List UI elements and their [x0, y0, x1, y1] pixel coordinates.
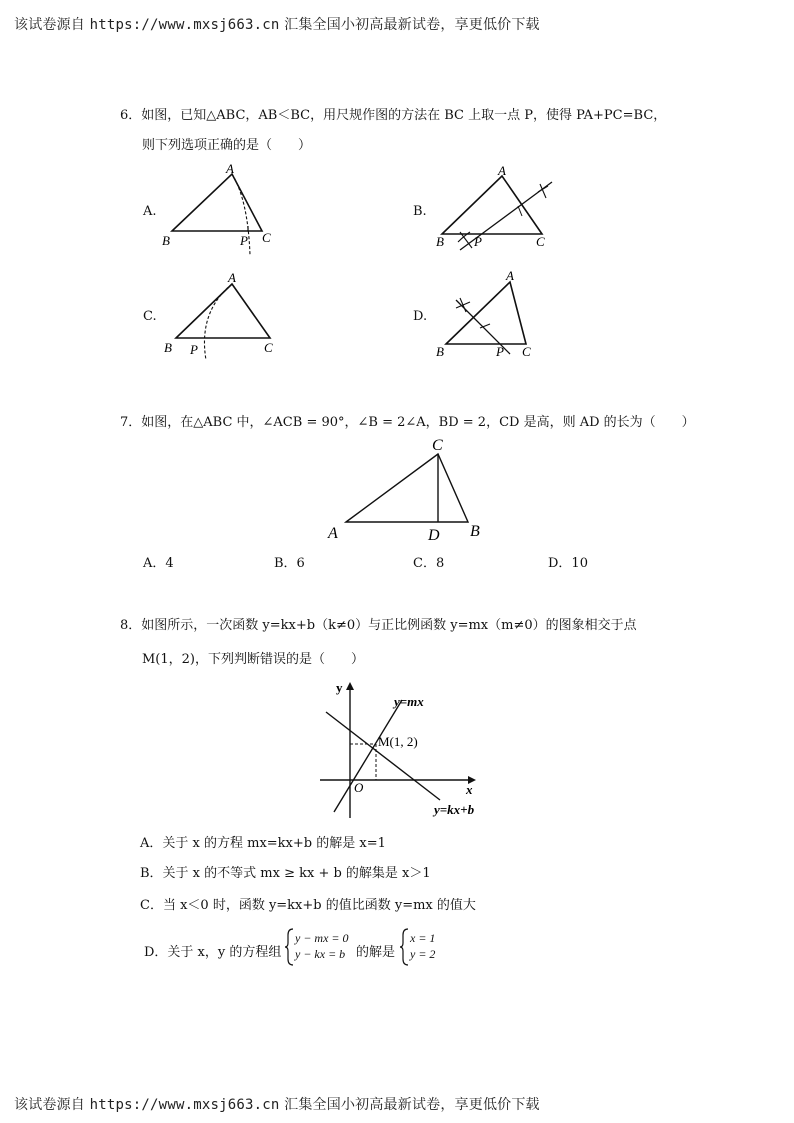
- label-a: A: [228, 270, 236, 285]
- label-d: D: [428, 527, 440, 544]
- label-c: C: [536, 234, 545, 249]
- q6-figure-a: [160, 160, 290, 260]
- brace-1: [285, 927, 295, 967]
- label-b: B: [470, 523, 480, 540]
- q8-line1: 8．如图所示，一次函数 y=kx+b（k≠0）与正比例函数 y=mx（m≠0）的图象相交于点: [120, 618, 637, 633]
- q6-option-c-label: C.: [143, 309, 157, 324]
- q7-text: 7．如图，在△ABC 中，∠ACB = 90°，∠B = 2∠A，BD = 2，CD 是高，则 AD 的长为（ ）: [120, 415, 695, 430]
- q6-figure-c: [160, 268, 290, 363]
- q6-line2: 则下列选项正确的是（ ）: [142, 138, 312, 153]
- label-b: B: [436, 344, 444, 359]
- q6-option-a-label: A.: [143, 204, 157, 219]
- label-a: A: [226, 161, 234, 176]
- line-mx-label: y=mx: [394, 694, 424, 709]
- system-2: [410, 930, 435, 962]
- label-c: C: [264, 340, 273, 355]
- label-p: P: [474, 234, 482, 249]
- page-header: [14, 14, 540, 34]
- footer-url[interactable]: https://www.mxsj663.cn: [89, 1097, 280, 1113]
- point-m-label: M(1, 2): [378, 734, 418, 749]
- q6-option-b-label: B.: [413, 204, 427, 219]
- label-b: B: [162, 233, 170, 248]
- q7-option-b: B．6: [274, 556, 305, 571]
- q8-option-d-prefix: D．关于 x，y 的方程组: [144, 945, 282, 960]
- label-c: C: [432, 437, 443, 454]
- label-a: A: [328, 525, 338, 542]
- q8-option-c: C．当 x＜0 时，函数 y=kx+b 的值比函数 y=mx 的值大: [140, 898, 476, 913]
- brace-2: [400, 927, 410, 967]
- footer-suffix: 汇集全国小初高最新试卷，享更低价下载: [284, 1097, 540, 1113]
- q8-line2: M(1，2)，下列判断错误的是（ ）: [142, 652, 364, 667]
- system-1-eq2: y − kx = b: [295, 947, 346, 961]
- q6-figure-d: [430, 268, 570, 368]
- label-b: B: [436, 234, 444, 249]
- q7-option-d: D．10: [548, 556, 588, 571]
- q7-option-c: C．8: [413, 556, 445, 571]
- label-c: C: [262, 230, 271, 245]
- page-footer: [14, 1094, 540, 1114]
- system-1-eq1: y − mx = 0: [295, 931, 349, 945]
- header-prefix: 该试卷源自: [14, 17, 85, 33]
- footer-prefix: 该试卷源自: [14, 1097, 85, 1113]
- system-2-eq1: x = 1: [410, 931, 436, 945]
- q8-option-d-mid: 的解是: [356, 945, 396, 960]
- label-a: A: [498, 163, 506, 178]
- q8-option-b: B．关于 x 的不等式 mx ≥ kx + b 的解集是 x＞1: [140, 866, 431, 881]
- q7-option-a: A．4: [143, 556, 174, 571]
- label-p: P: [496, 344, 504, 359]
- q6-line1: 6．如图，已知△ABC，AB＜BC，用尺规作图的方法在 BC 上取一点 P，使得 PA+PC=BC，: [120, 108, 667, 123]
- q8-option-a: A．关于 x 的方程 mx=kx+b 的解是 x=1: [140, 836, 386, 851]
- label-c: C: [522, 344, 531, 359]
- q6-figure-b: [430, 160, 570, 260]
- system-1: [295, 930, 349, 962]
- q6-option-d-label: D.: [413, 309, 428, 324]
- q8-graph: [310, 676, 510, 826]
- axis-y-label: y: [336, 680, 343, 695]
- q7-figure: [322, 436, 492, 546]
- label-b: B: [164, 340, 172, 355]
- axis-x-label: x: [466, 782, 473, 797]
- header-url[interactable]: https://www.mxsj663.cn: [89, 17, 280, 33]
- line-kx-label: y=kx+b: [434, 802, 475, 817]
- label-p: P: [240, 233, 248, 248]
- system-2-eq2: y = 2: [410, 947, 436, 961]
- header-suffix: 汇集全国小初高最新试卷，享更低价下载: [284, 17, 540, 33]
- label-a: A: [506, 268, 514, 283]
- label-p: P: [190, 342, 198, 357]
- origin-label: O: [354, 780, 364, 795]
